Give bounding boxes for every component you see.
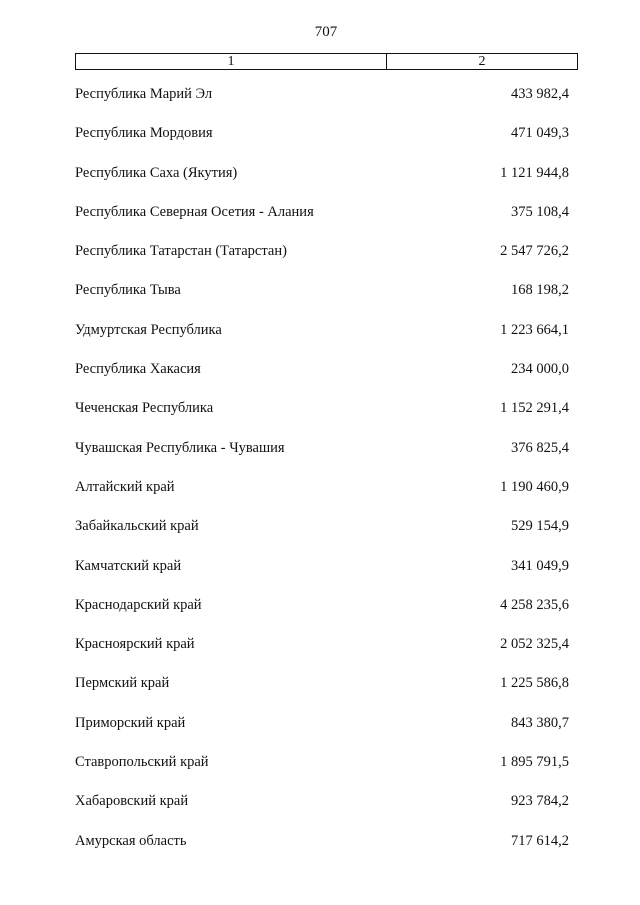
table-row	[75, 479, 569, 518]
region-value: 1 895 791,5	[500, 754, 569, 771]
region-name: Краснодарский край	[75, 596, 202, 613]
table-row	[75, 282, 569, 321]
region-name: Чеченская Республика	[75, 400, 214, 417]
table-body	[75, 86, 569, 872]
table-row	[75, 204, 569, 243]
region-name: Хабаровский край	[75, 793, 189, 810]
table-row	[75, 165, 569, 204]
table-row	[75, 518, 569, 557]
region-name: Пермский край	[75, 675, 170, 692]
region-value: 843 380,7	[511, 714, 569, 731]
region-name: Республика Татарстан (Татарстан)	[75, 243, 287, 260]
table-row	[75, 322, 569, 361]
region-name: Алтайский край	[75, 478, 175, 495]
region-value: 341 049,9	[511, 557, 569, 574]
table-row	[75, 125, 569, 164]
region-name: Удмуртская Республика	[75, 321, 222, 338]
table-row	[75, 243, 569, 282]
table-row	[75, 361, 569, 400]
region-value: 923 784,2	[511, 793, 569, 810]
region-name: Республика Мордовия	[75, 125, 213, 142]
region-value: 471 049,3	[511, 125, 569, 142]
region-name: Республика Хакасия	[75, 361, 201, 378]
column-header-1: 1	[76, 54, 387, 69]
table-row	[75, 86, 569, 125]
region-value: 2 052 325,4	[500, 636, 569, 653]
region-value: 1 190 460,9	[500, 478, 569, 495]
region-value: 717 614,2	[511, 832, 569, 849]
region-name: Забайкальский край	[75, 518, 199, 535]
region-value: 529 154,9	[511, 518, 569, 535]
region-value: 375 108,4	[511, 203, 569, 220]
region-value: 1 225 586,8	[500, 675, 569, 692]
region-value: 4 258 235,6	[500, 596, 569, 613]
region-name: Ставропольский край	[75, 754, 209, 771]
region-name: Республика Северная Осетия - Алания	[75, 203, 314, 220]
table-row	[75, 400, 569, 439]
region-name: Республика Саха (Якутия)	[75, 164, 238, 181]
region-name: Красноярский край	[75, 636, 195, 653]
region-name: Приморский край	[75, 714, 186, 731]
table-row	[75, 636, 569, 675]
region-name: Республика Тыва	[75, 282, 181, 299]
region-value: 234 000,0	[511, 361, 569, 378]
column-header-2: 2	[478, 54, 486, 69]
table-row	[75, 754, 569, 793]
table-row	[75, 597, 569, 636]
table-row	[75, 793, 569, 832]
region-name: Камчатский край	[75, 557, 182, 574]
region-value: 1 223 664,1	[500, 321, 569, 338]
region-value: 433 982,4	[511, 86, 569, 102]
region-name: Республика Марий Эл	[75, 86, 213, 102]
table-header	[75, 53, 578, 70]
region-value: 1 152 291,4	[500, 400, 569, 417]
region-name: Чувашская Республика - Чувашия	[75, 439, 285, 456]
table-row	[75, 833, 569, 872]
region-value: 376 825,4	[511, 439, 569, 456]
region-value: 2 547 726,2	[500, 243, 569, 260]
table-row	[75, 440, 569, 479]
region-value: 1 121 944,8	[500, 164, 569, 181]
table-row	[75, 715, 569, 754]
table-row	[75, 675, 569, 714]
region-value: 168 198,2	[511, 282, 569, 299]
region-name: Амурская область	[75, 832, 187, 849]
table-row	[75, 558, 569, 597]
page-number: 707	[314, 24, 338, 40]
